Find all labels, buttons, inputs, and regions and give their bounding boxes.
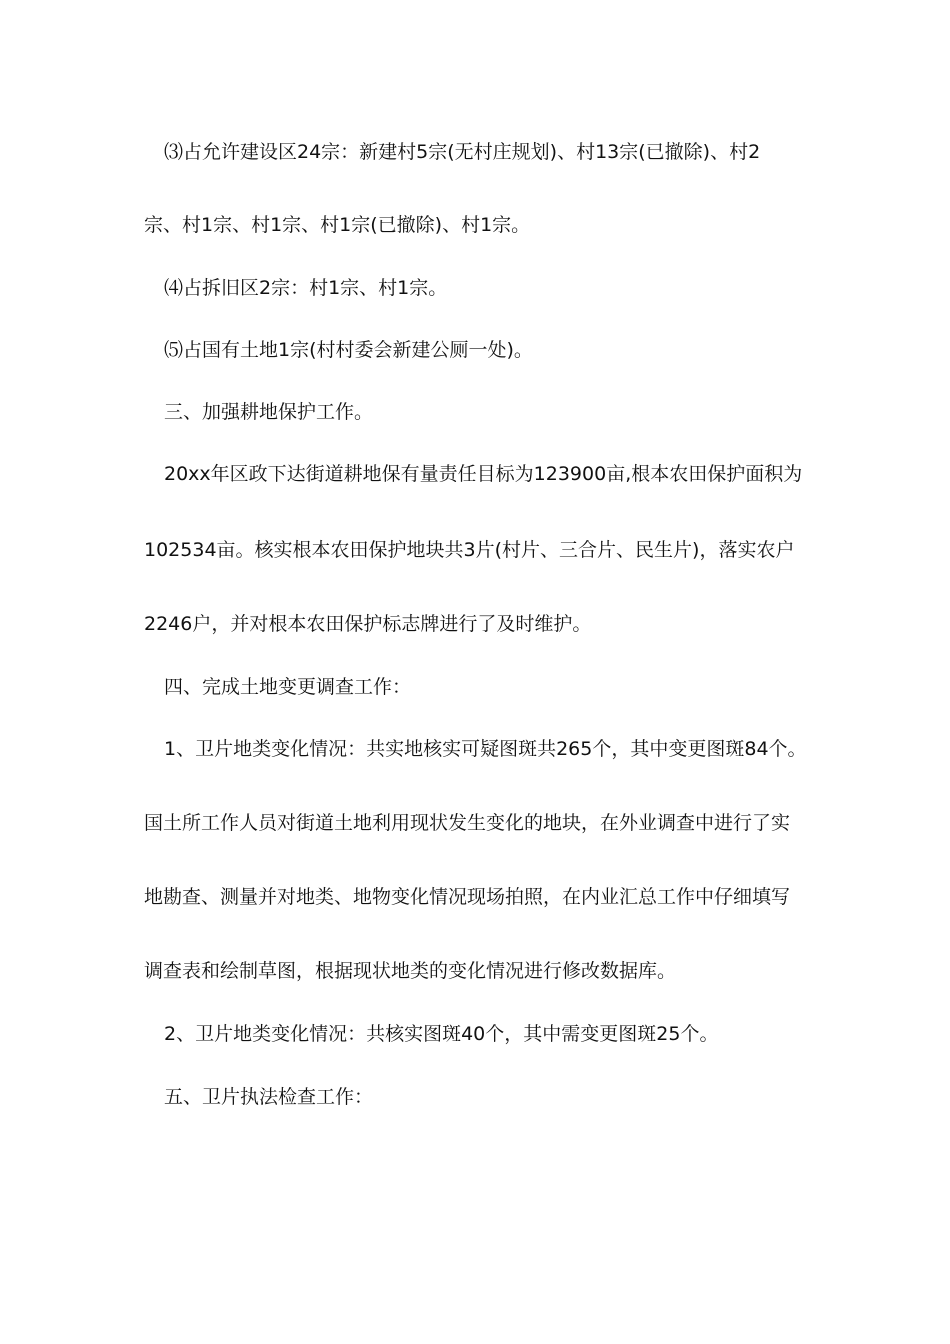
- section-heading: 三、加强耕地保护工作。: [164, 401, 374, 423]
- paragraph-line: 国土所工作人员对街道土地利用现状发生变化的地块，在外业调查中进行了实: [144, 812, 791, 834]
- paragraph-line: 102534亩。核实根本农田保护地块共3片(村片、三合片、民生片)，落实农户: [144, 539, 795, 561]
- paragraph-line: 地勘查、测量并对地类、地物变化情况现场拍照，在内业汇总工作中仔细填写: [144, 886, 791, 908]
- paragraph-line: ⑷占拆旧区2宗：村1宗、村1宗。: [164, 277, 448, 299]
- paragraph-line: 宗、村1宗、村1宗、村1宗(已撤除)、村1宗。: [144, 214, 531, 236]
- section-heading: 四、完成土地变更调查工作：: [164, 676, 412, 698]
- paragraph-line: ⑶占允许建设区24宗：新建村5宗(无村庄规划)、村13宗(已撤除)、村2: [164, 141, 761, 163]
- paragraph-line: ⑸占国有土地1宗(村村委会新建公厕一处)。: [164, 339, 533, 361]
- section-heading: 五、卫片执法检查工作：: [164, 1086, 374, 1108]
- paragraph-line: 20xx年区政下达街道耕地保有量责任目标为123900亩,根本农田保护面积为: [164, 463, 803, 485]
- paragraph-line: 2、卫片地类变化情况：共核实图斑40个，其中需变更图斑25个。: [164, 1023, 719, 1045]
- paragraph-line: 2246户，并对根本农田保护标志牌进行了及时维护。: [144, 613, 592, 635]
- paragraph-line: 1、卫片地类变化情况：共实地核实可疑图斑共265个，其中变更图斑84个。: [164, 738, 807, 760]
- paragraph-line: 调查表和绘制草图，根据现状地类的变化情况进行修改数据库。: [144, 960, 677, 982]
